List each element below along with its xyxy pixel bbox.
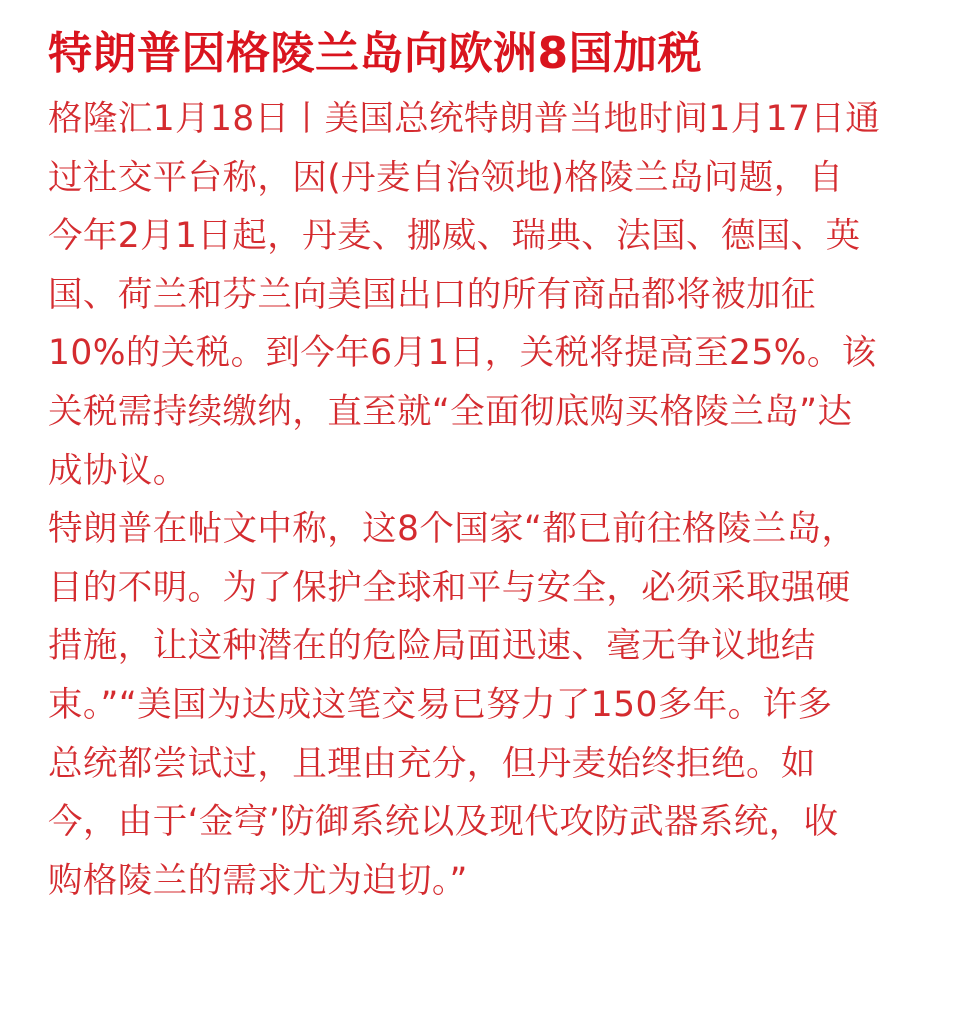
article-body bbox=[48, 90, 928, 910]
text-line: 总统都尝试过，且理由充分，但丹麦始终拒绝。如 bbox=[48, 743, 816, 784]
paragraph-1 bbox=[48, 90, 928, 500]
news-article bbox=[48, 18, 928, 910]
text-line: 措施，让这种潜在的危险局面迅速、毫无争议地结 bbox=[48, 626, 816, 667]
text-line: 国、荷兰和芬兰向美国出口的所有商品都将被加征 bbox=[48, 274, 816, 315]
text-line: 特朗普在帖文中称，这8个国家“都已前往格陵兰岛， bbox=[48, 509, 857, 550]
paragraph-2 bbox=[48, 500, 928, 910]
text-line: 购格陵兰的需求尤为迫切。” bbox=[48, 860, 468, 901]
text-line: 关税需持续缴纳，直至就“全面彻底购买格陵兰岛”达 bbox=[48, 391, 853, 432]
text-line: 今，由于‘金穹’防御系统以及现代攻防武器系统，收 bbox=[48, 802, 839, 843]
text-line: 束。”“美国为达成这笔交易已努力了150多年。许多 bbox=[48, 684, 833, 725]
headline: 特朗普因格陵兰岛向欧洲8国加税 bbox=[48, 28, 703, 79]
text-line: 10%的关税。到今年6月1日，关税将提高至25%。该 bbox=[48, 333, 877, 374]
text-line: 今年2月1日起，丹麦、挪威、瑞典、法国、德国、英 bbox=[48, 216, 861, 257]
text-line: 目的不明。为了保护全球和平与安全，必须采取强硬 bbox=[48, 567, 851, 608]
text-line: 成协议。 bbox=[48, 450, 188, 491]
text-line: 格隆汇1月18日丨美国总统特朗普当地时间1月17日通 bbox=[48, 99, 881, 139]
text-line: 过社交平台称，因(丹麦自治领地)格陵兰岛问题，自 bbox=[48, 157, 844, 198]
